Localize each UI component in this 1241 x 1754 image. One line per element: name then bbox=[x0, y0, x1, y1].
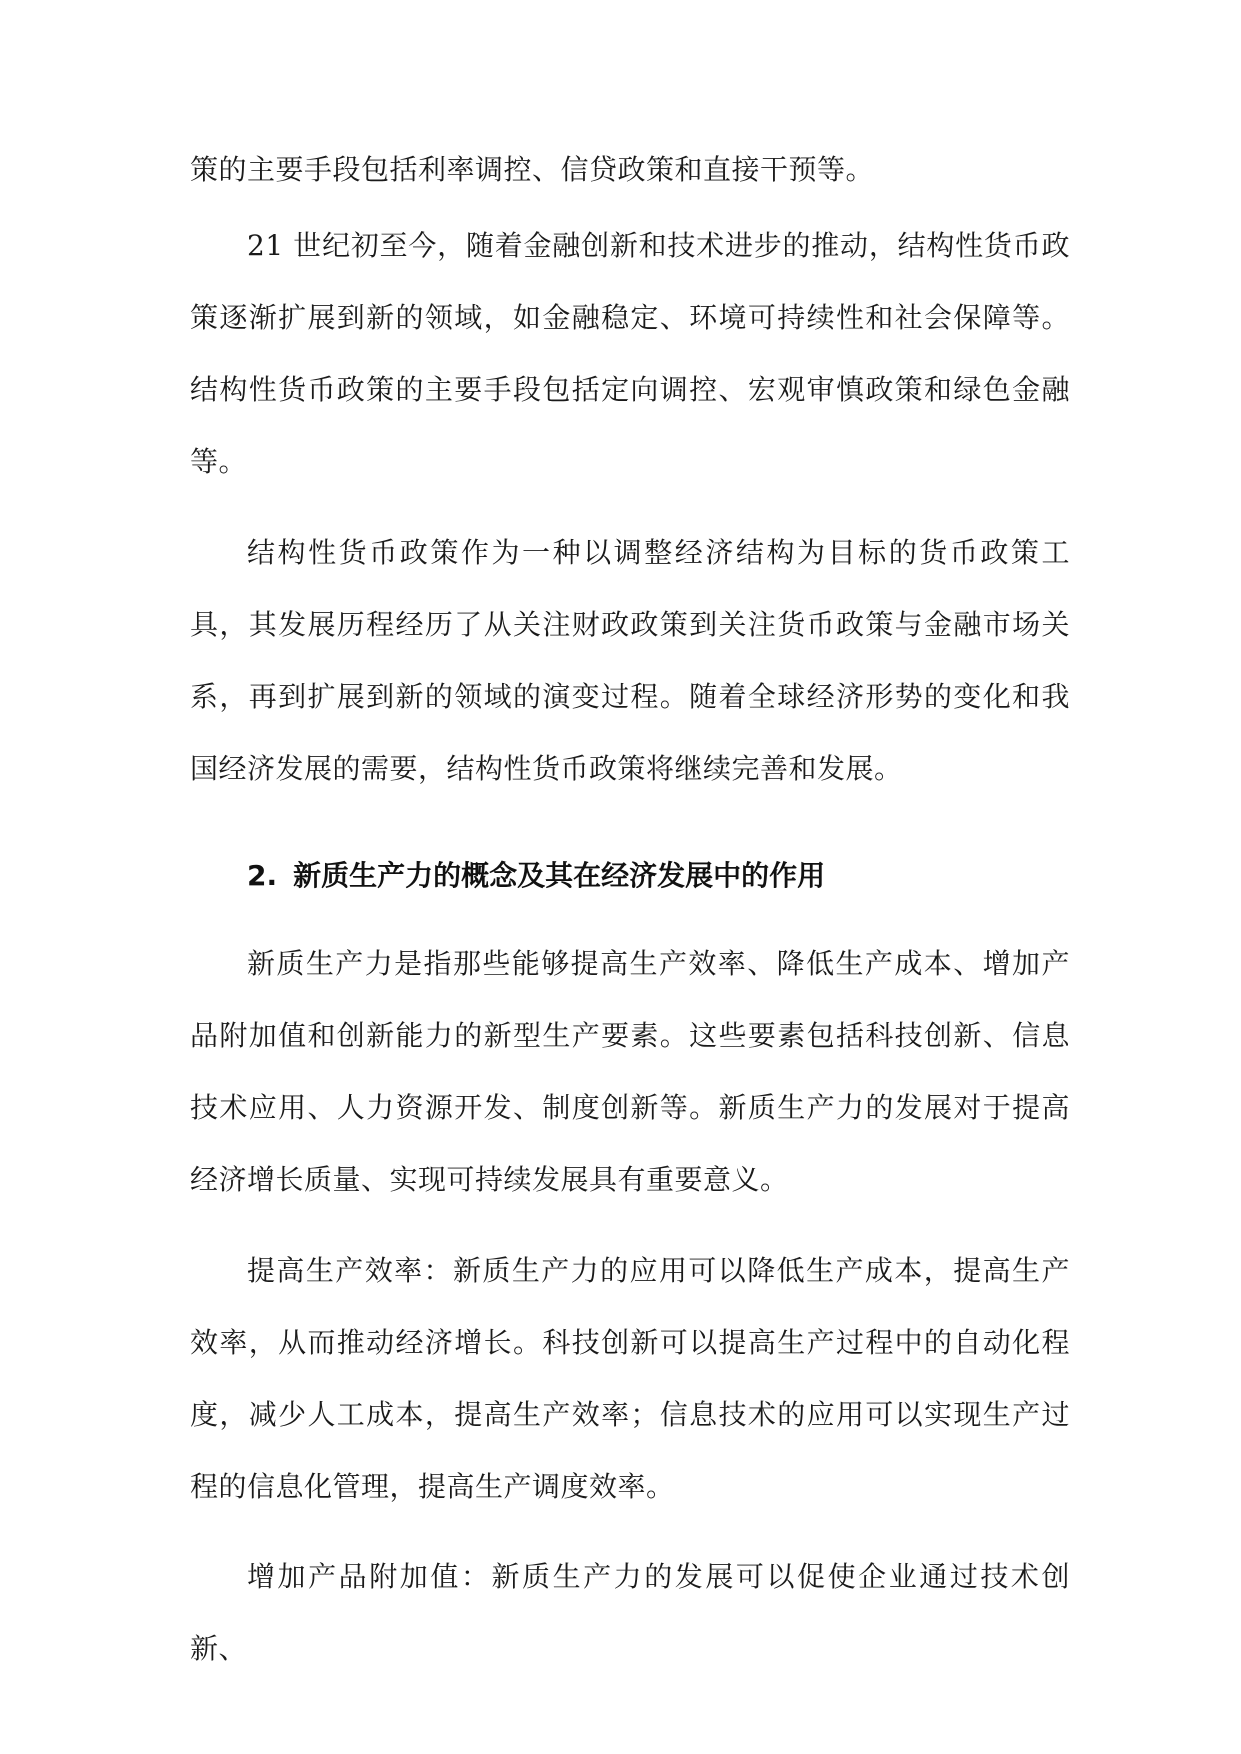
section-title: 新质生产力的概念及其在经济发展中的作用 bbox=[293, 859, 826, 892]
paragraph-efficiency: 提高生产效率：新质生产力的应用可以降低生产成本，提高生产效率，从而推动经济增长。科技创新可以提高生产过程中的自动化程度，减少人工成本，提高生产效率；信息技术的应用可以实现生产过程的信息化管理，提高生产调度效率。 bbox=[190, 1254, 1070, 1503]
section-heading bbox=[247, 852, 1067, 900]
paragraph-continuation: 策的主要手段包括利率调控、信贷政策和直接干预等。 bbox=[190, 153, 875, 186]
section-number: 2. bbox=[247, 859, 278, 892]
paragraph-policy-summary: 结构性货币政策作为一种以调整经济结构为目标的货币政策工具，其发展历程经历了从关注财政政策到关注货币政策与金融市场关系，再到扩展到新的领域的演变过程。随着全球经济形势的变化和我国经济发展的需要，结构性货币政策将继续完善和发展。 bbox=[190, 536, 1070, 785]
paragraph-policy-expansion: 21 世纪初至今，随着金融创新和技术进步的推动，结构性货币政策逐渐扩展到新的领域，如金融稳定、环境可持续性和社会保障等。结构性货币政策的主要手段包括定向调控、宏观审慎政策和绿色金融等。 bbox=[190, 229, 1070, 478]
paragraph-definition: 新质生产力是指那些能够提高生产效率、降低生产成本、增加产品附加值和创新能力的新型生产要素。这些要素包括科技创新、信息技术应用、人力资源开发、制度创新等。新质生产力的发展对于提高经济增长质量、实现可持续发展具有重要意义。 bbox=[190, 947, 1070, 1196]
paragraph-added-value: 增加产品附加值：新质生产力的发展可以促使企业通过技术创新、 bbox=[190, 1560, 1070, 1665]
